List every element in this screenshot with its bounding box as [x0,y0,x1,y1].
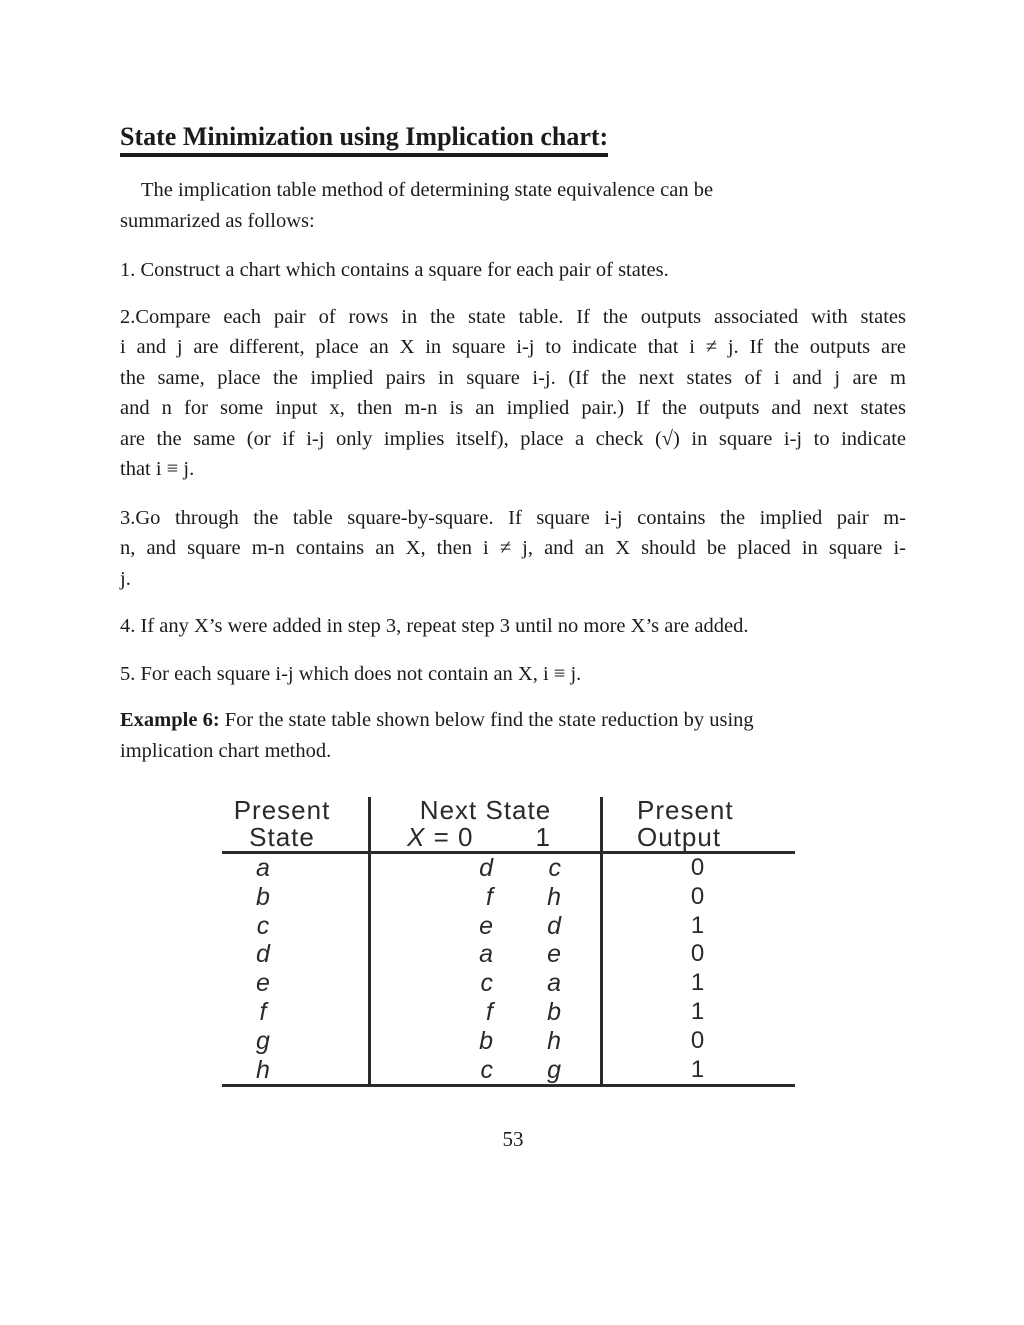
next-state-x1: d [547,911,561,940]
example-label: Example 6: [120,709,220,731]
header-text: Next State [419,795,552,825]
input-one: 1 [535,822,551,852]
step-5 [120,659,906,690]
intro-paragraph [120,175,906,236]
next-state-x0: c [480,969,493,998]
output-cell: 1 [690,1055,705,1083]
present-state-cell: a [256,854,270,882]
header-present-state [222,797,368,851]
present-state-cell: g [256,1026,270,1055]
text-line: i and j are different, place an X in square i-j to indicate that i ≠ j. If the outputs are [120,336,906,358]
example-text: For the state table shown below find the state reduction by using [219,709,754,731]
next-state-cell [368,912,603,941]
step-4 [120,611,906,642]
next-state-x0: b [479,1026,493,1055]
page-number: 53 [502,1127,524,1152]
next-state-x0: a [479,940,493,969]
text-line: that i ≡ j. [120,458,195,480]
next-state-cell [368,1027,603,1056]
next-state-x1: h [547,882,561,911]
header-text [371,824,600,851]
present-state-cell: c [256,911,270,940]
next-state-cell [368,1056,603,1085]
next-state-x1: b [547,997,561,1026]
text-line: 2.Compare each pair of rows in the state table. If the outputs associated with states [120,305,906,328]
present-state-cell: f [259,997,267,1026]
next-state-x1: e [547,940,561,969]
text-line [120,705,906,736]
text-line: and n for some input x, then m-n is an implied pair.) If the outputs and next states [120,397,906,419]
next-state-cell [368,883,603,912]
state-table-header [222,797,795,854]
output-cell: 0 [690,882,705,910]
text-line: 5. For each square i-j which does not contain an X, i ≡ j. [120,662,582,685]
text-line: 4. If any X’s were added in step 3, repeat step 3 until no more X’s are added. [120,615,749,637]
next-state-cell [368,969,603,998]
step-2 [120,302,906,485]
eq-zero: = 0 [425,822,474,852]
header-next-state [368,797,603,851]
table-row [222,969,795,998]
next-state-x0: d [479,854,493,882]
next-state-cell [368,940,603,969]
page-title [120,122,906,157]
header-text: Present [637,795,734,825]
header-text: State [249,822,315,852]
x-symbol: X [407,822,426,852]
present-state-cell: b [256,882,270,911]
document-page [120,0,906,1152]
table-row [222,854,795,883]
present-state-cell: d [256,940,270,969]
text-line: The implication table method of determining state equivalence can be [141,179,714,201]
header-present-output [603,797,792,851]
step-3 [120,503,906,595]
table-row [222,1056,795,1085]
output-cell: 0 [690,1026,705,1054]
header-text: Output [637,822,722,852]
text-line: implication chart method. [120,739,332,762]
next-state-x1: h [547,1026,561,1055]
next-state-x0: c [480,1055,493,1084]
text-line: j. [120,567,131,590]
page-title-text: State Minimization using Implication chart: [120,122,608,157]
table-row [222,940,795,969]
state-table-body [222,854,795,1087]
next-state-cell [368,854,603,883]
present-state-cell: h [256,1055,270,1084]
text-line: 3.Go through the table square-by-square. If square i-j contains the implied pair m- [120,506,906,529]
output-cell: 1 [690,997,705,1025]
table-row [222,998,795,1027]
output-cell: 0 [690,940,705,968]
next-state-x0: f [486,997,493,1026]
present-state-cell: e [256,969,270,998]
output-cell: 1 [690,911,705,939]
text-line: are the same (or if i-j only implies itself), place a check (√) in square i-j to indicate [120,427,906,450]
next-state-x1: c [548,854,561,882]
next-state-x0: f [486,882,493,911]
output-cell: 0 [690,854,705,881]
next-state-x1: g [547,1055,561,1084]
text-line: the same, place the implied pairs in square i-j. (If the next states of i and j are m [120,366,906,389]
text-line: 1. Construct a chart which contains a square for each pair of states. [120,259,669,281]
next-state-x1: a [547,969,561,998]
table-row [222,912,795,941]
header-text: Present [233,795,331,825]
table-row [222,1027,795,1056]
text-line: n, and square m-n contains an X, then i ≠ j, and an X should be placed in square i- [120,537,906,559]
example-paragraph [120,705,906,766]
next-state-x0: e [479,911,493,940]
text-line: summarized as follows: [120,209,315,232]
table-row [222,883,795,912]
output-cell: 1 [690,969,705,997]
step-1 [120,255,906,286]
next-state-cell [368,998,603,1027]
state-table-figure [222,797,795,1087]
